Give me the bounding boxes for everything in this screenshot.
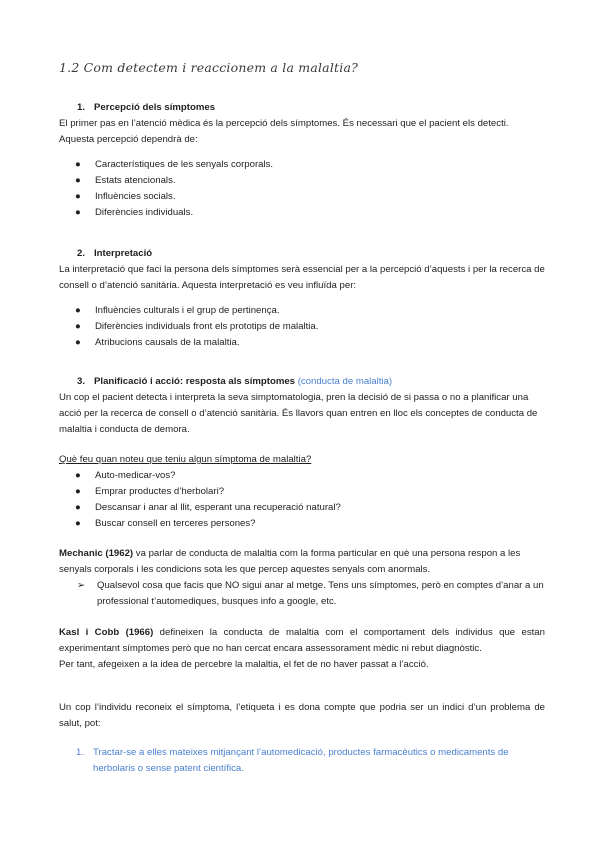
paragraph: Per tant, afegeixen a la idea de percebre la malaltia, el fet de no haver passat a l’acció.	[59, 659, 429, 670]
list-item-text: Influències socials.	[95, 191, 176, 202]
final-block	[59, 700, 545, 777]
list-item-text: Descansar i anar al llit, esperant una recuperació natural?	[95, 502, 341, 513]
arrow-list	[59, 578, 545, 610]
section-heading	[77, 246, 545, 262]
list-item-text: Influències culturals i el grup de pertinença.	[95, 305, 280, 316]
list-item	[59, 205, 545, 221]
list-item-text: Estats atencionals.	[95, 175, 176, 186]
list-item-text: Qualsevol cosa que facis que NO sigui anar al metge. Tens uns símptomes, però en comptes d’anar a un professional t’automediques, busques info a google, etc.	[97, 580, 544, 607]
list-item	[59, 335, 545, 351]
section-heading	[77, 100, 545, 116]
kasl-cobb-block	[59, 625, 545, 673]
list-item	[59, 500, 545, 516]
section-planning	[59, 374, 545, 438]
paragraph: El primer pas en l’atenció mèdica és la percepció dels símptomes. És necessari que el pacient els detecti. Aquesta percepció dependrà de:	[59, 118, 509, 145]
section-number: 3.	[77, 376, 86, 387]
paragraph: Un cop el pacient detecta i interpreta la seva simptomatologia, pren la decisió de si passa o no a planificar una acció per la recerca de consell o d’atenció sanitària. És llavors quan entren en lloc els conceptes de conducta de malaltia i conducta de demora.	[59, 392, 538, 435]
question-text: Què feu quan noteu que teniu algun símptoma de malaltia?	[59, 454, 312, 465]
list-item	[59, 189, 545, 205]
section-title: Percepció dels símptomes	[94, 102, 216, 113]
list-item-text: Atribucions causals de la malaltia.	[95, 337, 240, 348]
list-item-text: Auto-medicar-vos?	[95, 470, 176, 481]
list-item	[59, 516, 545, 532]
bullet-icon: ●	[75, 502, 81, 513]
paragraph: Un cop l’individu reconeix el símptoma, l’etiqueta i es dona compte que podria ser un indici d’un problema de salut, pot:	[59, 702, 545, 729]
page-title: 1.2 Com detectem i reaccionem a la malaltia?	[59, 60, 359, 75]
bullet-list	[59, 303, 545, 351]
bullet-icon: ●	[75, 470, 81, 481]
list-item	[59, 484, 545, 500]
section-number: 1.	[77, 102, 86, 113]
list-number: 1.	[76, 747, 85, 758]
bullet-icon: ●	[75, 207, 81, 218]
bullet-icon: ●	[75, 337, 81, 348]
numbered-list	[59, 745, 545, 777]
list-item-text: Buscar consell en terceres persones?	[95, 518, 256, 529]
list-item	[59, 468, 545, 484]
paragraph-text: va parlar de conducta de malaltia com la forma particular en què una persona respon a les senyals corporals i les condicions sota les que percep aquestes senyals com anormals.	[59, 548, 521, 575]
section-perception	[59, 100, 545, 221]
bullet-icon: ●	[75, 175, 81, 186]
paragraph: La interpretació que faci la persona dels símptomes serà essencial per a la percepció d’aquests i per la recerca de consell o d’atenció sanitària. Aquesta interpretació es veu influïda per:	[59, 264, 545, 291]
list-item	[59, 157, 545, 173]
bullet-icon: ●	[75, 518, 81, 529]
list-item-text: Característiques de les senyals corporals.	[95, 159, 274, 170]
bullet-icon: ●	[75, 321, 81, 332]
section-heading	[77, 374, 545, 390]
bullet-list	[59, 468, 545, 532]
list-item	[59, 303, 545, 319]
section-title: Interpretació	[94, 248, 153, 259]
question-block	[59, 452, 545, 532]
author-name: Mechanic (1962)	[59, 548, 134, 559]
section-number: 2.	[77, 248, 86, 259]
bullet-icon: ●	[75, 159, 81, 170]
section-title: Planificació i acció: resposta als símptomes	[94, 376, 296, 387]
bullet-icon: ●	[75, 305, 81, 316]
mechanic-block	[59, 546, 545, 610]
bullet-list	[59, 157, 545, 221]
paragraph	[59, 625, 545, 657]
paragraph	[59, 546, 545, 578]
list-item-text: Diferències individuals.	[95, 207, 194, 218]
list-item-text: Diferències individuals front els prototips de malaltia.	[95, 321, 319, 332]
list-item	[59, 745, 545, 777]
list-item-text: Tractar-se a elles mateixes mitjançant l’automedicació, productes farmacèutics o medicaments de herbolaris o sense patent científica.	[93, 747, 509, 774]
list-item-text: Emprar productes d’herbolari?	[95, 486, 225, 497]
list-item	[59, 319, 545, 335]
bullet-icon: ●	[75, 191, 81, 202]
section-interpretation	[59, 246, 545, 351]
list-item	[59, 578, 545, 610]
arrow-icon: ➢	[77, 580, 86, 591]
illness-behavior-link[interactable]: (conducta de malaltia)	[297, 376, 393, 387]
list-item	[59, 173, 545, 189]
paragraph-text: defineixen la conducta de malaltia com el comportament dels individus que estan experimentant símptomes però que no han cercat encara assessorament mèdic ni rebut diagnòstic.	[59, 627, 545, 654]
author-name: Kasl i Cobb (1966)	[59, 627, 154, 638]
bullet-icon: ●	[75, 486, 81, 497]
